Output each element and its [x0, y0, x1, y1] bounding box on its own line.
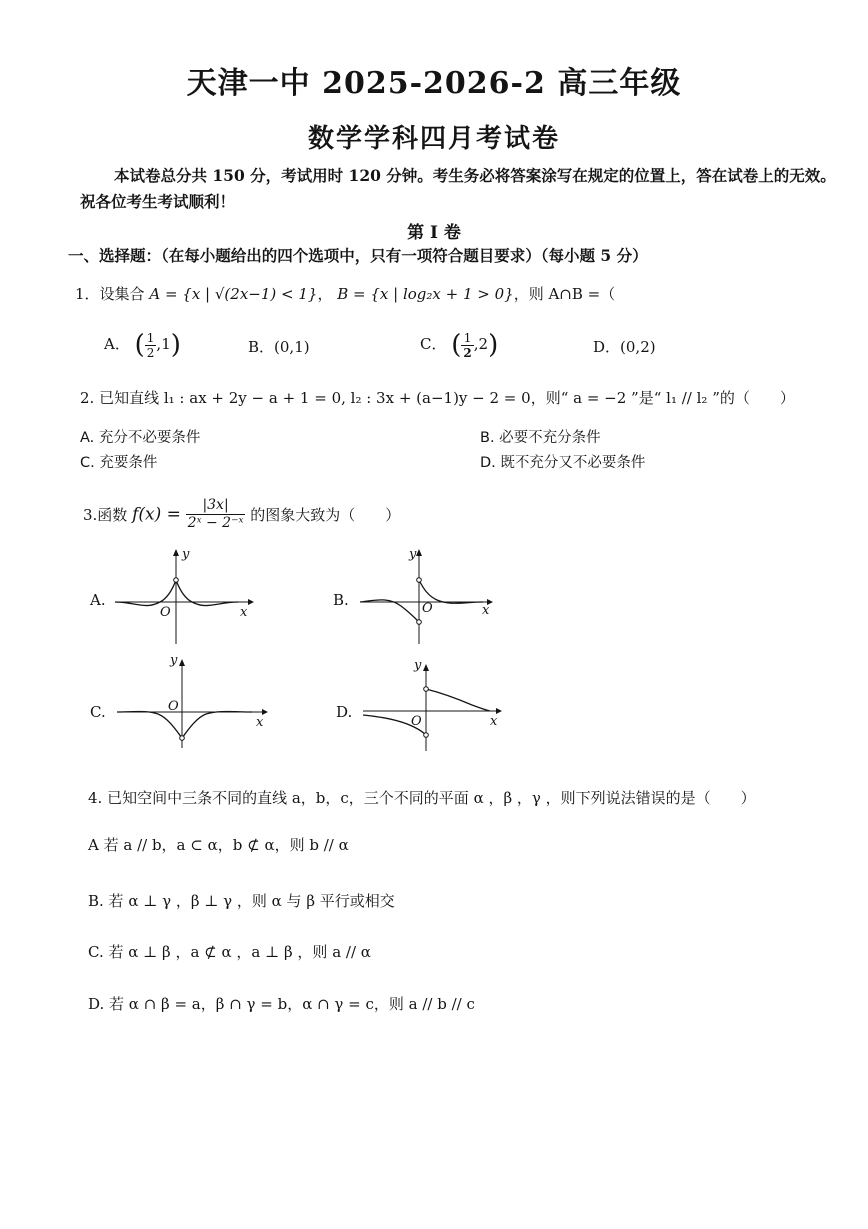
graph-b-y-label: y: [409, 547, 417, 562]
question-3-numerator: |3x|: [186, 497, 246, 515]
graph-d-label: D.: [336, 703, 353, 721]
question-1-option-b: [248, 336, 310, 357]
graph-b: [355, 544, 495, 646]
question-1-option-c: C． ( $\frac{1}{2}$ ,2): [420, 330, 499, 360]
question-3-fraction: [186, 497, 246, 532]
graph-c-x-label: x: [256, 715, 264, 730]
graph-a-y-label: y: [182, 547, 190, 562]
graph-a-label: A.: [90, 591, 106, 609]
graph-b-origin: O: [422, 601, 433, 616]
option-d-value: (0,2): [620, 338, 656, 356]
graph-d-origin: O: [411, 714, 422, 729]
option-b-value: (0,1): [274, 338, 310, 356]
question-4-option-a: A 若 a // b，a ⊂ α，b ⊄ α，则 b // α: [88, 836, 349, 854]
question-1-text: 设集合: [99, 285, 145, 303]
graph-a-origin: O: [160, 605, 171, 620]
question-1-number: 1．: [75, 285, 100, 303]
question-3-suffix: 的图象大致为（ ）: [250, 506, 401, 524]
question-2-option-c: C. 充要条件: [80, 455, 158, 471]
question-4-option-c: C. 若 α ⊥ β ，a ⊄ α ，a ⊥ β ，则 a // α: [88, 943, 371, 961]
question-1-ask: ，则 A∩B =（: [513, 285, 616, 303]
question-3-prefix: 3.函数: [83, 506, 128, 524]
option-b-label: B．: [248, 338, 275, 356]
graph-c-y-label: y: [170, 653, 178, 668]
graph-c: [112, 650, 272, 750]
question-4-option-d: D. 若 α ∩ β = a，β ∩ γ = b，α ∩ γ = c，则 a // b // c: [88, 995, 475, 1013]
volume-heading: 第 I 卷: [407, 223, 461, 243]
exam-instructions: 本试卷总分共 150 分，考试用时 120 分钟。考生务必将答案涂写在规定的位置上，答在试卷上的无效。祝各位考生考试顺利！: [80, 166, 836, 211]
exam-subtitle: 数学学科四月考试卷: [307, 124, 560, 154]
graph-d-x-label: x: [490, 714, 498, 729]
graph-b-x-label: x: [482, 603, 490, 618]
question-1-set-b: B = {x | log₂x + 1 > 0}: [337, 285, 514, 303]
question-3: [83, 497, 400, 532]
graph-a: [110, 544, 255, 646]
question-2: 2. 已知直线 l₁ : ax + 2y − a + 1 = 0, l₂ : 3x + (a−1)y − 2 = 0，则“ a = −2 ”是“ l₁ // l₂ ”的（ ）: [80, 389, 795, 407]
question-2-option-d: D. 既不充分又不必要条件: [480, 455, 646, 471]
option-c-label: C．: [420, 335, 447, 353]
question-2-option-b: B. 必要不充分条件: [480, 430, 601, 446]
graph-a-x-label: x: [240, 605, 248, 620]
question-3-function: f(x) =: [132, 504, 181, 525]
graph-d: [358, 655, 503, 755]
question-2-option-a: A. 充分不必要条件: [80, 430, 201, 446]
question-1-option-a: A． ( $\frac{1}{2}$ ,1): [104, 330, 181, 360]
exam-title: 天津一中 2025-2026-2 高三年级: [186, 66, 682, 101]
graph-b-label: B.: [333, 591, 349, 609]
question-4: 4. 已知空间中三条不同的直线 a，b，c，三个不同的平面 α ，β ，γ ，则下列说法错误的是（ ）: [88, 789, 756, 807]
option-a-label: A．: [104, 335, 130, 353]
graph-c-origin: O: [168, 699, 179, 714]
graph-d-y-label: y: [414, 658, 422, 673]
question-1-option-d: [593, 336, 656, 357]
question-1-set-a: A = {x | √(2x−1) < 1}: [149, 285, 318, 303]
question-1: 1．设集合 A = {x | √(2x−1) < 1}， B = {x | log₂x + 1 > 0}，则 A∩B =（: [75, 285, 616, 303]
graph-c-label: C.: [90, 703, 106, 721]
option-d-label: D．: [593, 338, 621, 356]
question-4-option-b: B. 若 α ⊥ γ ，β ⊥ γ ，则 α 与 β 平行或相交: [88, 892, 395, 910]
question-3-denominator: 2ˣ − 2⁻ˣ: [187, 515, 244, 531]
section-heading: 一、选择题：（在每小题给出的四个选项中，只有一项符合题目要求）（每小题 5 分）: [68, 246, 648, 265]
